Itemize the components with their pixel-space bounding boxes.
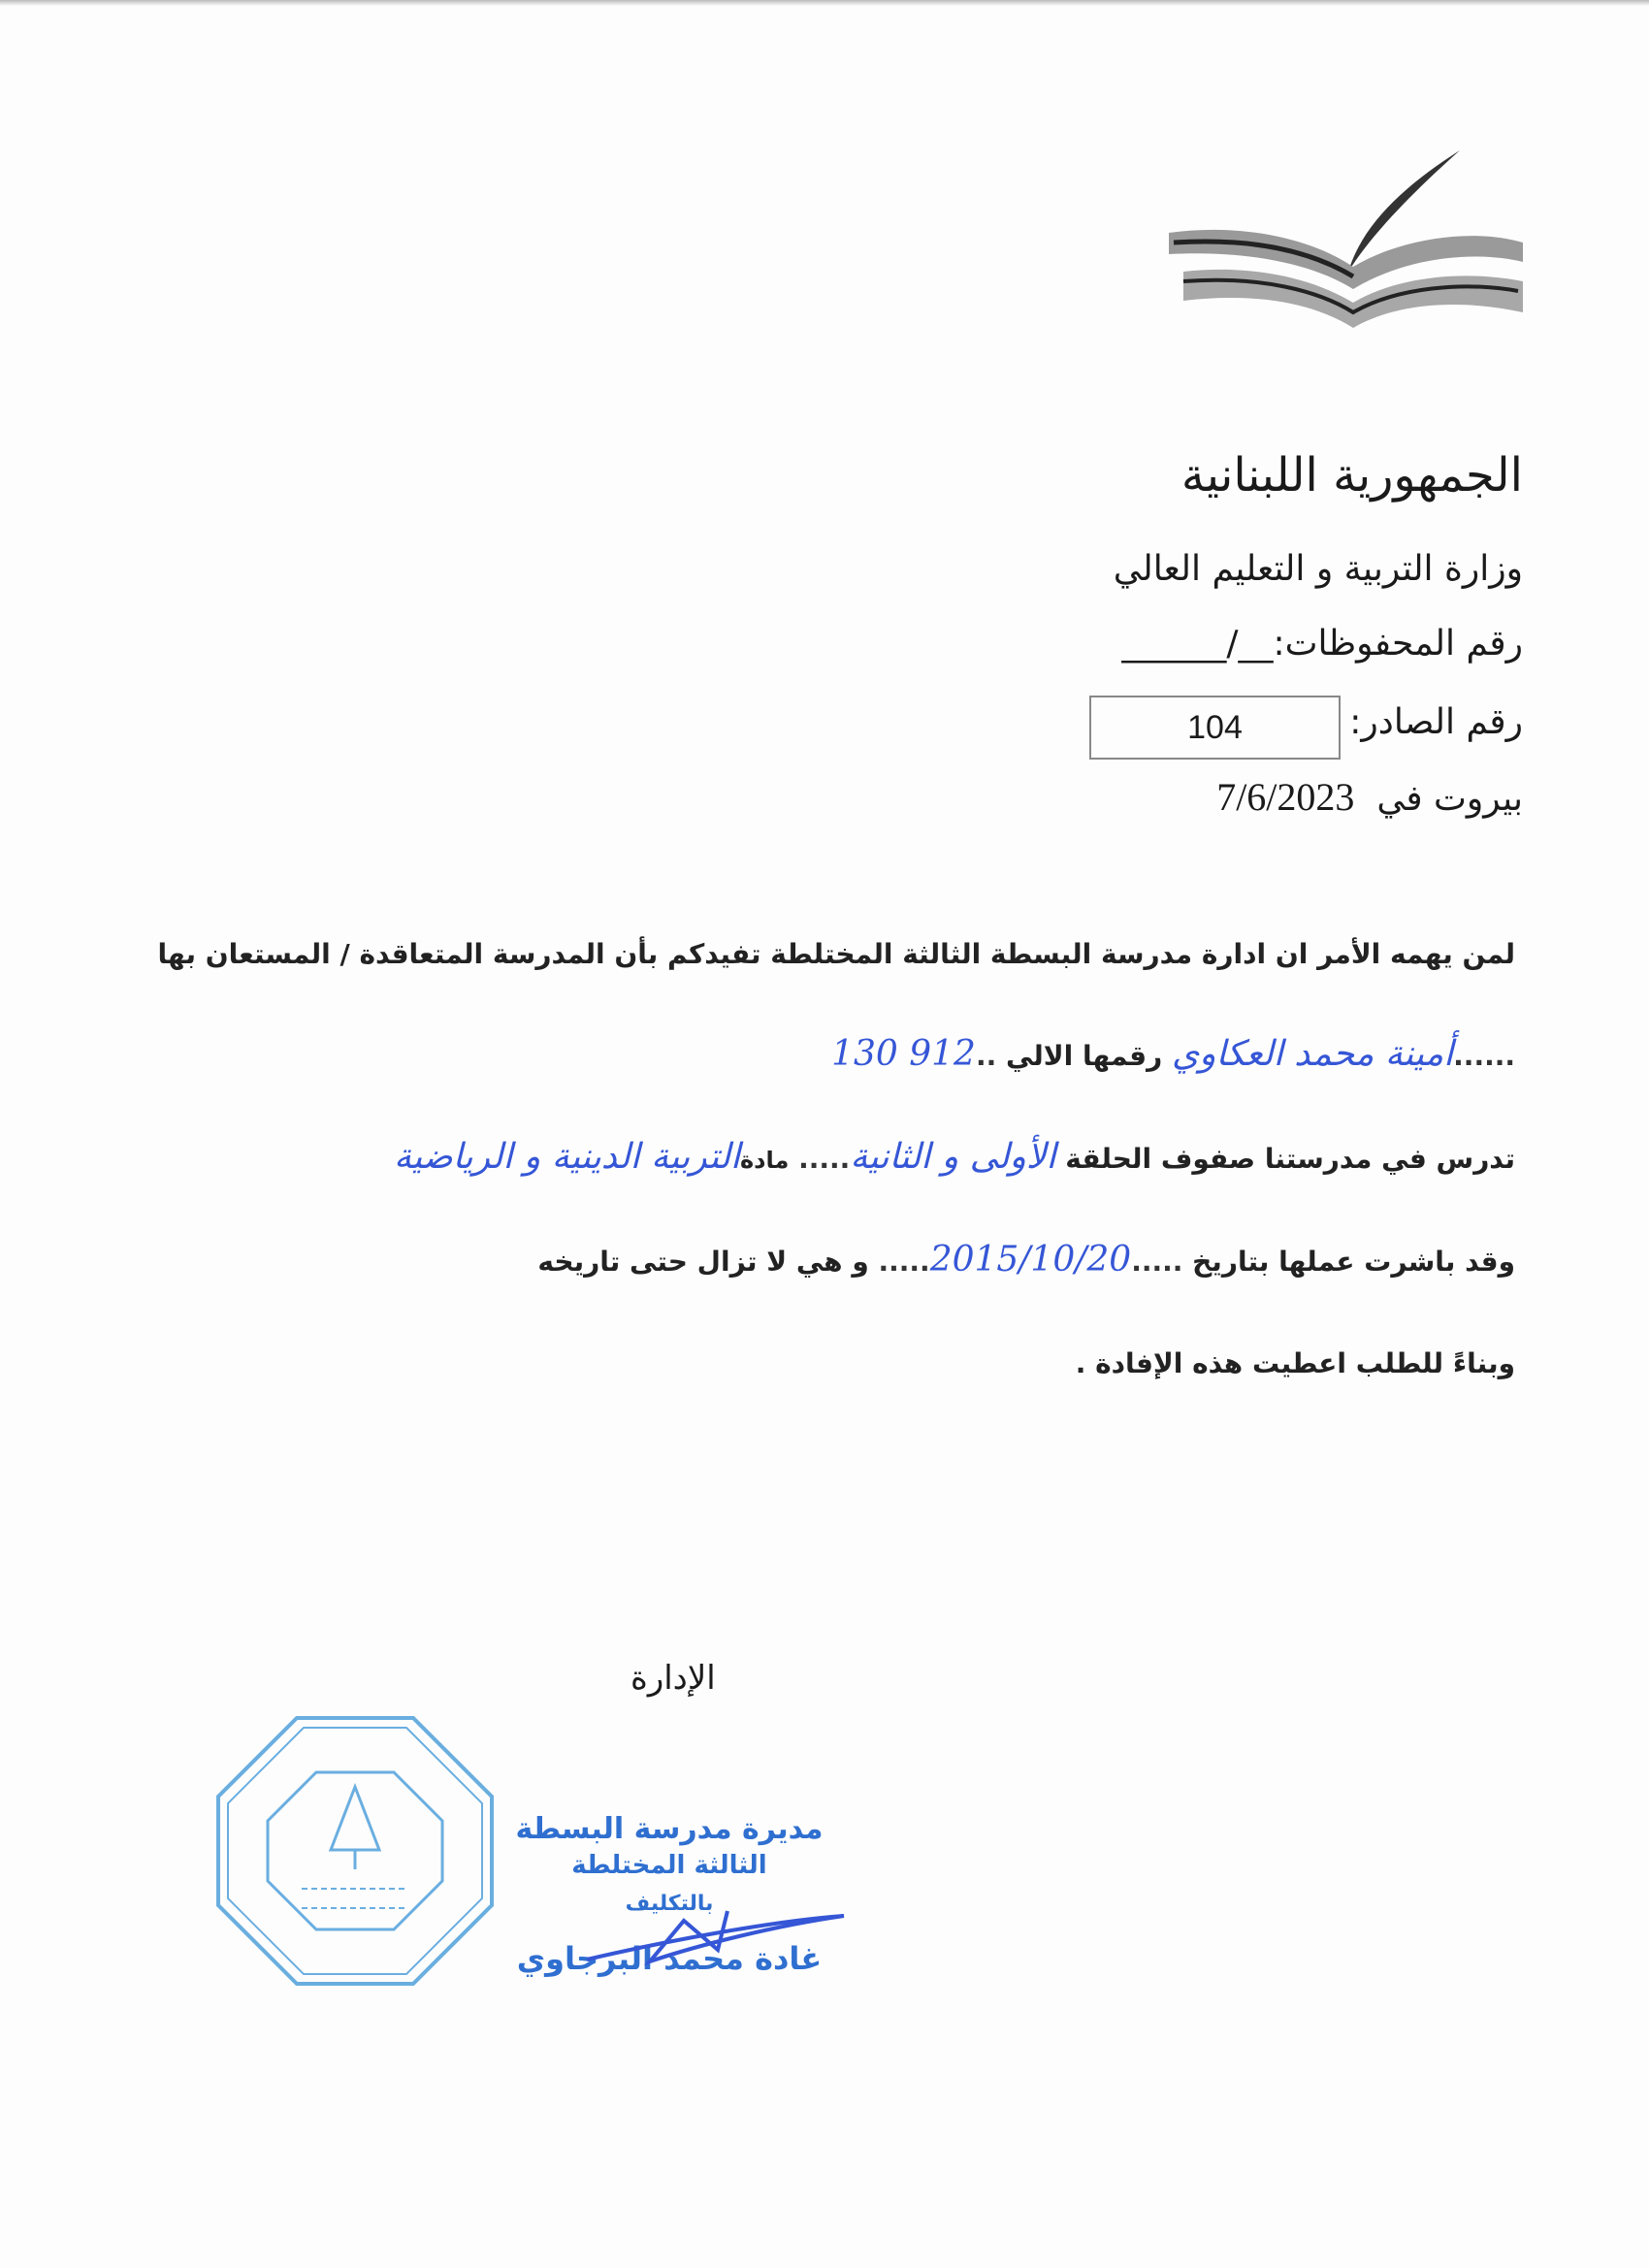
start-date-value: 2015/10/20 (929, 1240, 1132, 1280)
signatory-title-2: الثالثة المختلطة (571, 1851, 767, 1880)
country-title: الجمهورية اللبنانية (1180, 448, 1523, 502)
signatory-title-3: بالتكليف (625, 1892, 714, 1916)
body-line-5: وبناءً للطلب اعطيت هذه الإفادة . (1075, 1347, 1515, 1379)
teacher-name: أمينة محمد العكاوي (1171, 1034, 1454, 1074)
teacher-number: 130 912 (831, 1034, 976, 1074)
body-line-2: ......أمينة محمد العكاوي رقمها الالي ..130 912 (831, 1034, 1515, 1074)
archive-number-value: ______/__ (1121, 624, 1274, 664)
cycles-value: الأولى و الثانية (850, 1137, 1056, 1177)
administration-heading: الإدارة (630, 1659, 716, 1698)
handwritten-signature (582, 1892, 854, 1979)
body-line-3: تدرس في مدرستنا صفوف الحلقة الأولى و الثانية..... مادةالتربية الدينية و الرياضية (393, 1137, 1515, 1177)
issue-date-label: بيروت في (1376, 779, 1523, 819)
ministry-logo-book-icon (1164, 146, 1528, 330)
still-working-text: و هي لا تزال حتى تاريخه (537, 1246, 869, 1278)
subject-value: التربية الدينية و الرياضية (393, 1137, 741, 1177)
start-date-label: وقد باشرت عملها بتاريخ (1192, 1246, 1515, 1278)
cycle-label: تدرس في مدرستنا صفوف الحلقة (1065, 1143, 1515, 1175)
school-stamp-seal (214, 1714, 496, 1988)
signatory-title-1: مديرة مدرسة البسطة (515, 1812, 824, 1846)
body-line-1: لمن يهمه الأمر ان ادارة مدرسة البسطة الثالثة المختلطة تفيدكم بأن المدرسة المتعاقدة / المستعان بها (157, 938, 1515, 970)
archive-number-row (1121, 624, 1523, 664)
issued-number-label: رقم الصادر: (1349, 702, 1523, 742)
issued-number-box: 104 (1089, 696, 1341, 760)
number-label: رقمها الالي (1005, 1040, 1163, 1072)
archive-number-label: رقم المحفوظات: (1273, 624, 1523, 664)
ministry-name: وزارة التربية و التعليم العالي (1113, 549, 1523, 589)
subject-label: مادة (740, 1147, 790, 1174)
issue-date-row (1216, 774, 1523, 820)
body-line-4: وقد باشرت عملها بتاريخ .....2015/10/20..... و هي لا تزال حتى تاريخه (537, 1240, 1515, 1280)
signatory-name: غادة محمد البرجاوي (516, 1940, 823, 1977)
issue-date-value: 7/6/2023 (1216, 775, 1355, 819)
scan-edge (0, 0, 1649, 6)
